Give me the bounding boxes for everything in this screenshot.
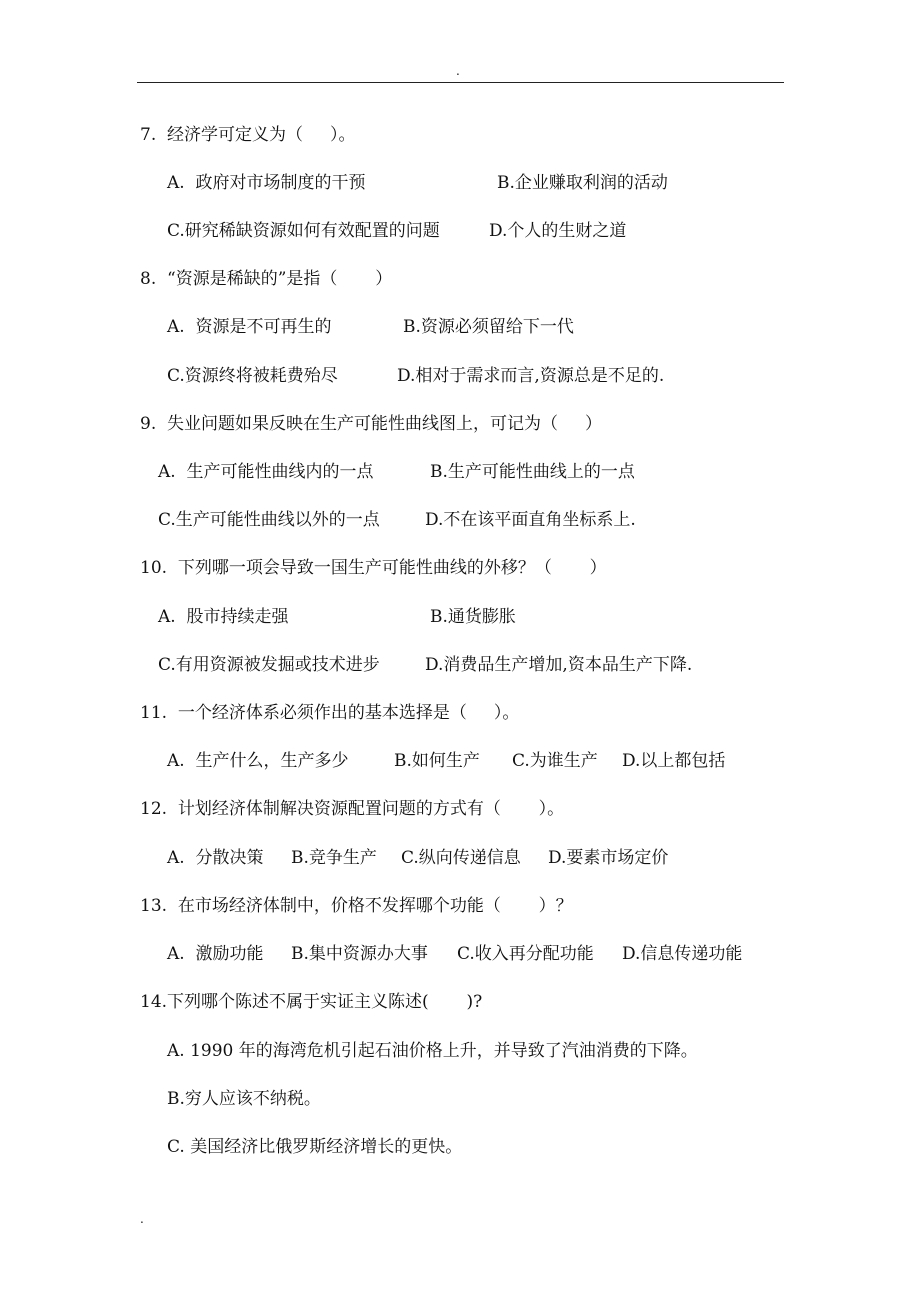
question-13-option-b: B.集中资源办大事 bbox=[291, 944, 428, 964]
question-7-stem: 7. 经济学可定义为（ ）。 bbox=[140, 125, 356, 145]
question-8-option-b: B.资源必须留给下一代 bbox=[403, 317, 574, 337]
question-10-option-a: A. 股市持续走强 bbox=[158, 607, 289, 627]
header-rule bbox=[137, 82, 784, 83]
question-8-option-a: A. 资源是不可再生的 bbox=[167, 317, 332, 337]
question-11-option-d: D.以上都包括 bbox=[622, 751, 726, 771]
question-11-stem: 11. 一个经济体系必须作出的基本选择是（ ）。 bbox=[140, 703, 520, 723]
question-10-option-b: B.通货膨胀 bbox=[430, 607, 516, 627]
question-13-option-a: A. 激励功能 bbox=[167, 944, 264, 964]
question-10-stem: 10. 下列哪一项会导致一国生产可能性曲线的外移？（ ） bbox=[140, 558, 607, 578]
question-7-option-d: D.个人的生财之道 bbox=[489, 221, 627, 241]
question-14-option-a: A. 1990 年的海湾危机引起石油价格上升，并导致了汽油消费的下降。 bbox=[167, 1041, 698, 1061]
question-12-stem: 12. 计划经济体制解决资源配置问题的方式有（ ）。 bbox=[140, 799, 565, 819]
footer-mark: . bbox=[140, 1212, 144, 1226]
question-7-option-c: C.研究稀缺资源如何有效配置的问题 bbox=[167, 221, 440, 241]
question-11-option-c: C.为谁生产 bbox=[512, 751, 598, 771]
question-9-option-c: C.生产可能性曲线以外的一点 bbox=[158, 510, 380, 530]
question-13-stem: 13. 在市场经济体制中，价格不发挥哪个功能（ ）？ bbox=[140, 896, 573, 916]
question-8-option-c: C.资源终将被耗费殆尽 bbox=[167, 366, 338, 386]
question-9-option-a: A. 生产可能性曲线内的一点 bbox=[158, 462, 374, 482]
question-8-option-d: D.相对于需求而言,资源总是不足的. bbox=[397, 366, 665, 386]
question-12-option-d: D.要素市场定价 bbox=[548, 848, 669, 868]
question-9-stem: 9. 失业问题如果反映在生产可能性曲线图上，可记为（ ） bbox=[140, 414, 603, 434]
header-mark: . bbox=[456, 64, 460, 78]
question-7-option-a: A. 政府对市场制度的干预 bbox=[167, 173, 366, 193]
question-14-option-b: B.穷人应该不纳税。 bbox=[167, 1089, 321, 1109]
question-10-option-c: C.有用资源被发掘或技术进步 bbox=[158, 655, 380, 675]
question-10-option-d: D.消费品生产增加,资本品生产下降. bbox=[425, 655, 693, 675]
question-12-option-b: B.竞争生产 bbox=[291, 848, 377, 868]
question-7-option-b: B.企业赚取利润的活动 bbox=[497, 173, 668, 193]
question-11-option-a: A. 生产什么，生产多少 bbox=[167, 751, 349, 771]
question-13-option-d: D.信息传递功能 bbox=[622, 944, 743, 964]
question-9-option-b: B.生产可能性曲线上的一点 bbox=[430, 462, 635, 482]
question-13-option-c: C.收入再分配功能 bbox=[457, 944, 594, 964]
question-14-option-c: C. 美国经济比俄罗斯经济增长的更快。 bbox=[167, 1137, 463, 1157]
question-8-stem: 8. “资源是稀缺的”是指（ ） bbox=[140, 269, 393, 289]
question-11-option-b: B.如何生产 bbox=[394, 751, 480, 771]
question-12-option-c: C.纵向传递信息 bbox=[401, 848, 521, 868]
question-9-option-d: D.不在该平面直角坐标系上. bbox=[425, 510, 636, 530]
question-14-stem: 14.下列哪个陈述不属于实证主义陈述( )? bbox=[140, 992, 483, 1012]
question-12-option-a: A. 分散决策 bbox=[167, 848, 264, 868]
